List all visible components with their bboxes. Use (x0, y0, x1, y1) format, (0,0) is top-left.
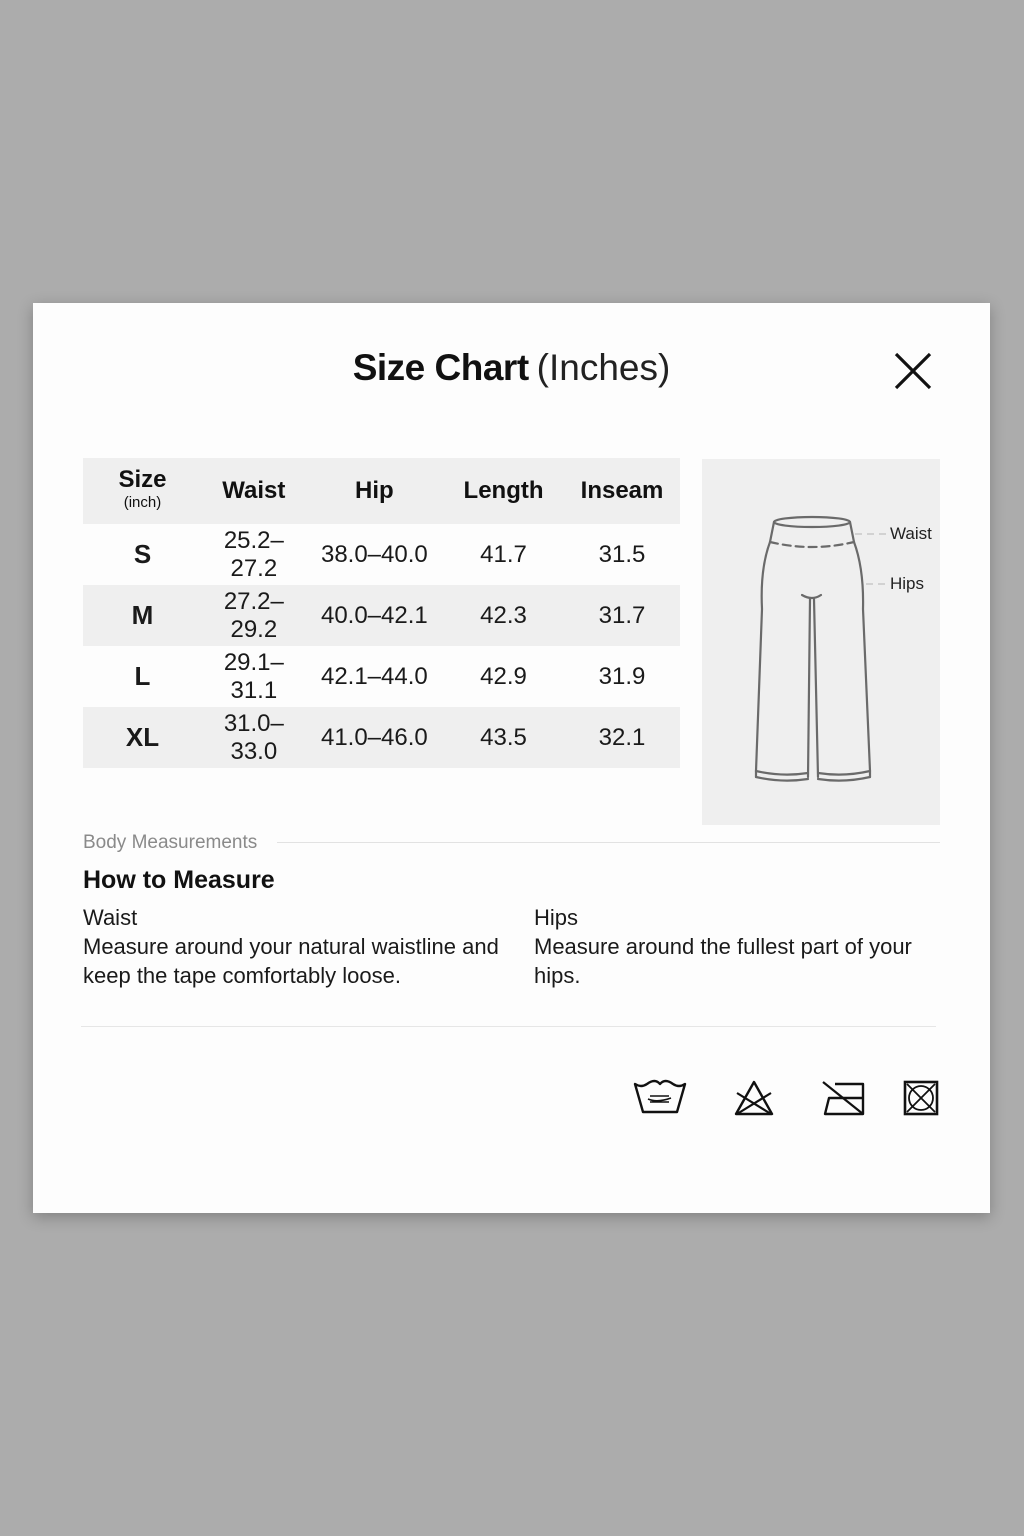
cell-waist: 31.0–33.0 (223, 709, 284, 765)
table-row (83, 707, 680, 768)
cell-inseam: 31.5 (598, 540, 646, 568)
measure-hips (534, 903, 934, 990)
title-text: Size Chart (352, 347, 529, 388)
column-header-inseam: Inseam (580, 477, 664, 504)
column-header-length: Length (463, 477, 544, 504)
cell-waist: 25.2–27.2 (223, 526, 284, 582)
cell-length: 42.3 (480, 601, 527, 629)
do-not-bleach-icon (733, 1078, 775, 1118)
do-not-tumble-dry-icon (903, 1078, 939, 1118)
cell-length: 43.5 (480, 723, 527, 751)
column-header-hip: Hip (355, 477, 394, 504)
do-not-iron-icon (821, 1078, 865, 1118)
table-header-row (83, 458, 680, 524)
cell-size: L (134, 661, 151, 691)
section-label: Body Measurements (83, 832, 258, 853)
hand-wash-icon (633, 1078, 687, 1118)
waist-label: Waist (890, 524, 932, 543)
size-chart-modal (33, 303, 990, 1213)
measure-waist (83, 903, 503, 990)
table-row (83, 524, 680, 585)
measure-description: Measure around your natural waistline and keep the tape comfortably loose. (83, 934, 499, 988)
cell-hip: 42.1–44.0 (320, 662, 428, 690)
modal-title (33, 345, 990, 391)
column-header-waist: Waist (222, 477, 286, 504)
column-label: Size (118, 465, 167, 493)
cell-hip: 41.0–46.0 (320, 723, 428, 751)
table-row (83, 585, 680, 646)
divider (81, 1026, 936, 1027)
size-table (83, 458, 680, 768)
column-header-size (83, 458, 202, 524)
hips-label: Hips (890, 574, 925, 593)
close-button[interactable] (893, 351, 933, 391)
divider (277, 842, 940, 843)
cell-size: M (131, 600, 154, 630)
cell-size: S (133, 539, 152, 569)
measure-name: Waist (83, 905, 138, 930)
cell-inseam: 31.9 (598, 662, 646, 690)
cell-waist: 27.2–29.2 (223, 587, 284, 643)
cell-inseam: 31.7 (598, 601, 646, 629)
table-row (83, 646, 680, 707)
title-unit: (Inches) (536, 347, 671, 388)
measure-description: Measure around the fullest part of your hips. (534, 934, 912, 988)
pants-diagram-icon (702, 459, 940, 825)
measure-name: Hips (534, 905, 579, 930)
cell-size: XL (125, 722, 160, 752)
close-icon (893, 351, 933, 391)
how-to-measure-heading: How to Measure (83, 866, 275, 894)
column-sublabel: (inch) (123, 493, 162, 511)
cell-waist: 29.1–31.1 (223, 648, 284, 704)
cell-length: 41.7 (480, 540, 527, 568)
cell-length: 42.9 (480, 662, 527, 690)
cell-hip: 40.0–42.1 (320, 601, 428, 629)
cell-hip: 38.0–40.0 (320, 540, 428, 568)
pants-illustration (702, 459, 940, 825)
cell-inseam: 32.1 (598, 723, 646, 751)
